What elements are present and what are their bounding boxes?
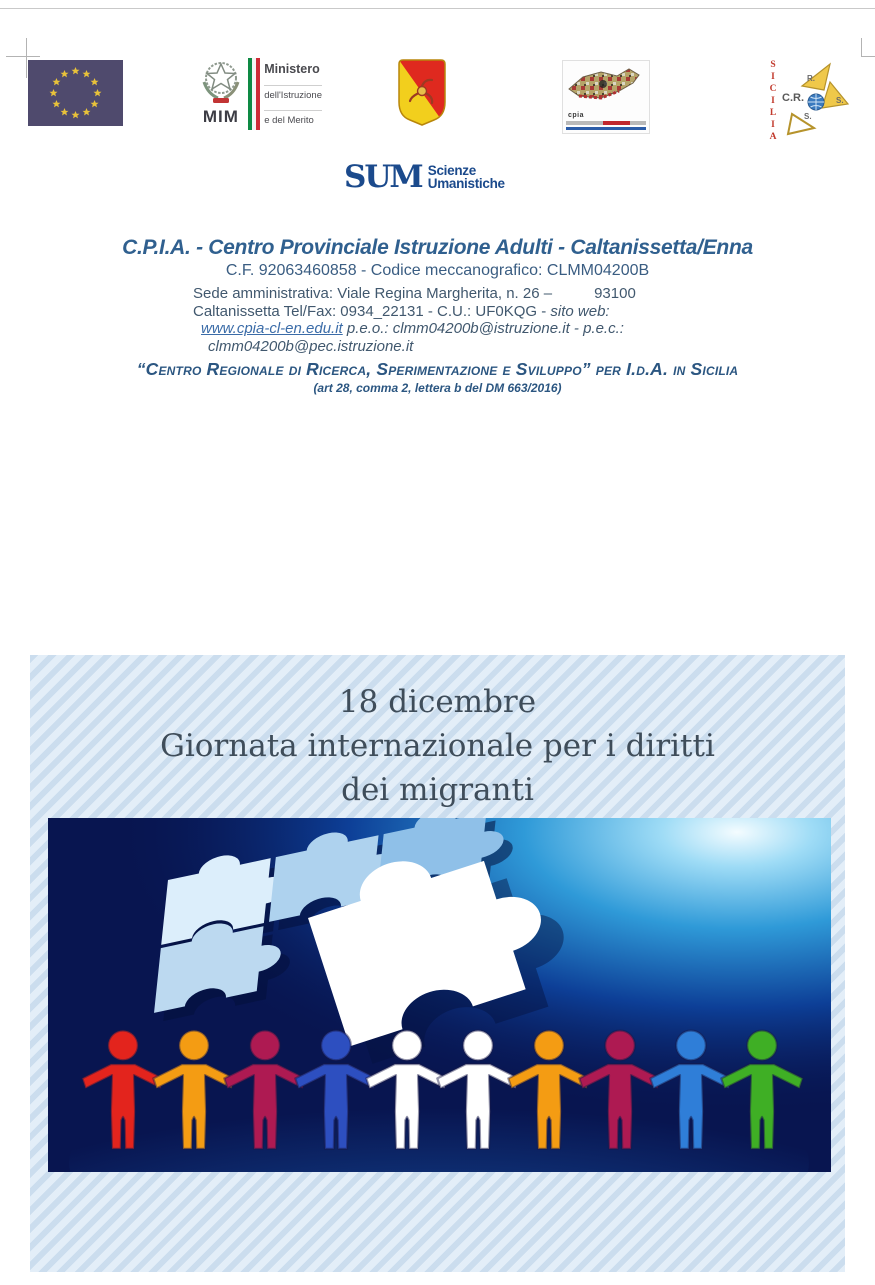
- institution-title: C.P.I.A. - Centro Provinciale Istruzione Adulti - Caltanissetta/Enna: [122, 236, 753, 259]
- sito-web-label: sito web:: [550, 302, 610, 320]
- eu-star: [94, 89, 102, 96]
- eu-stars-icon: [28, 60, 123, 126]
- eu-star: [83, 70, 91, 77]
- mim-acronym: MIM: [202, 107, 239, 126]
- eu-star: [91, 100, 99, 107]
- regional-center-line: “Centro Regionale di Ricerca, Sperimentazione e Sviluppo” per I.d.A. in Sicilia: [136, 359, 739, 379]
- sicily-shield-icon: [396, 58, 448, 128]
- address-line-4: clmm04200b@pec.istruzione.it: [208, 337, 414, 355]
- eu-star: [83, 108, 91, 115]
- sicily-coat-of-arms: [396, 58, 448, 128]
- eu-star: [61, 70, 69, 77]
- sum-acronym: SUM: [344, 159, 422, 195]
- eu-star: [52, 78, 60, 85]
- cpia-bar-blue: [566, 127, 646, 130]
- address-line-1: Sede amministrativa: Viale Regina Margherita, n. 26 – 93100: [193, 285, 636, 302]
- margin-corner-mark-left-v: [26, 38, 27, 78]
- address-block: [193, 285, 636, 355]
- sicily-mosaic-map-icon: [563, 63, 647, 111]
- cpia-map-logo: [562, 60, 650, 134]
- poster-title: [30, 680, 845, 812]
- cross-sicilia-label: SICILIA: [768, 60, 778, 144]
- poster-title-line3: dei migranti: [341, 772, 534, 808]
- mim-emblem-column: [196, 56, 246, 132]
- sum-logo: [344, 159, 505, 195]
- margin-corner-mark-right-v: [861, 38, 862, 57]
- address-line-3: www.cpia-cl-en.edu.it p.e.o.: clmm04200b@istruzione.it - p.e.c.:: [201, 320, 624, 337]
- poster-title-line1: 18 dicembre: [338, 684, 537, 720]
- eu-star: [72, 67, 80, 74]
- page-top-rule: [0, 8, 875, 9]
- eu-flag-logo: [28, 60, 123, 126]
- cpia-bar-red: [566, 121, 646, 125]
- mim-line2: dell'Istruzione: [264, 85, 322, 105]
- cross-s2-label: S.: [804, 112, 812, 121]
- cross-cr-label: C.R.: [782, 92, 804, 104]
- poster-photo: [48, 818, 831, 1172]
- cross-s1-label: S.: [836, 96, 844, 105]
- sicilia-cross-logo: [752, 56, 852, 148]
- italy-emblem-icon: [198, 56, 244, 106]
- cpia-caption: cpia: [568, 112, 585, 119]
- margin-corner-mark-right: [861, 56, 875, 57]
- decree-reference-line: (art 28, comma 2, lettera b del DM 663/2016): [313, 381, 562, 395]
- sum-line1: Scienze: [427, 163, 476, 178]
- eu-star: [61, 108, 69, 115]
- mim-ministry-logo: [196, 56, 322, 132]
- sum-line2: Umanistiche: [427, 175, 505, 191]
- poster-title-line2: Giornata internazionale per i diritti: [160, 728, 715, 764]
- migrants-day-poster: [30, 655, 845, 1272]
- mim-line1: Ministero: [264, 61, 320, 76]
- website-link[interactable]: www.cpia-cl-en.edu.it: [201, 320, 343, 337]
- address-line-2: Caltanissetta Tel/Fax: 0934_22131 - C.U.: UF0KQG - sito web:: [193, 302, 610, 320]
- italy-tricolor-icon: [248, 58, 260, 130]
- fiscal-code-line: C.F. 92063460858 - Codice meccanografico: CLMM04200B: [225, 262, 650, 279]
- mim-line3: e del Merito: [264, 110, 322, 130]
- cross-r-label: R.: [807, 74, 815, 83]
- eu-star: [72, 111, 80, 118]
- margin-corner-mark-left: [6, 56, 40, 57]
- sum-text: [428, 162, 505, 190]
- postal-code: 93100: [594, 285, 636, 302]
- eu-star: [91, 78, 99, 85]
- eu-star: [52, 100, 60, 107]
- mim-ministry-text: [264, 56, 322, 132]
- eu-star: [50, 89, 58, 96]
